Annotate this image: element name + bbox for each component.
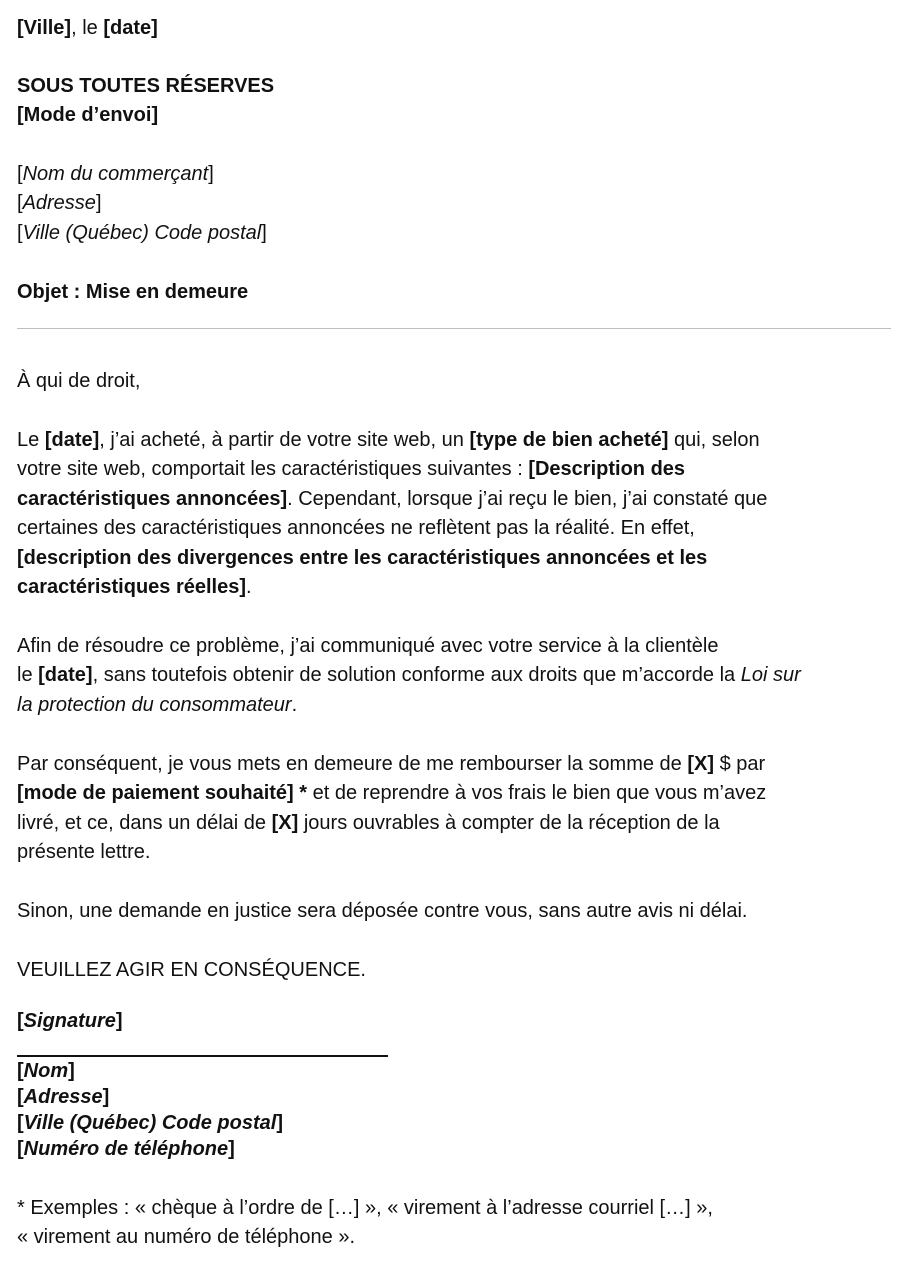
subject-line: Objet : Mise en demeure — [17, 281, 249, 303]
recipient-address: [Adresse] — [17, 192, 102, 214]
recipient-name: [Nom du commerçant] — [17, 163, 214, 185]
footnote-line-2: « virement au numéro de téléphone ». — [17, 1226, 355, 1248]
p1-line-1: Le [date], j’ai acheté, à partir de votre site web, un [type de bien acheté] qui, selon — [17, 429, 760, 451]
p3-line-1: Par conséquent, je vous mets en demeure de me rembourser la somme de [X] $ par — [17, 753, 766, 775]
place-date-line — [17, 14, 158, 44]
date-placeholder: [date] — [103, 17, 158, 39]
signature-name: [Nom] — [17, 1060, 75, 1082]
p1-line-4: certaines des caractéristiques annoncées ne reflètent pas la réalité. En effet, — [17, 517, 695, 539]
p1-line-5: [description des divergences entre les caractéristiques annoncées et les — [17, 547, 708, 569]
signature-phone: [Numéro de téléphone] — [17, 1138, 235, 1160]
signature-address: [Adresse] — [17, 1086, 110, 1108]
p3-line-2: [mode de paiement souhaité] * et de reprendre à vos frais le bien que vous m’avez — [17, 782, 767, 804]
signature-label: [Signature] — [17, 1010, 123, 1032]
paragraph-5: VEUILLEZ AGIR EN CONSÉQUENCE. — [17, 959, 366, 981]
p2-line-2: le [date], sans toutefois obtenir de solution conforme aux droits que m’accorde la Loi sur — [17, 664, 801, 686]
p3-line-4: présente lettre. — [17, 841, 151, 863]
p1-line-2: votre site web, comportait les caractéristiques suivantes : [Description des — [17, 458, 686, 480]
city-placeholder: [Ville] — [17, 17, 72, 39]
date-separator: , le — [71, 17, 104, 39]
signature-line — [17, 1055, 388, 1057]
p3-line-3: livré, et ce, dans un délai de [X] jours ouvrables à compter de la réception de la — [17, 812, 720, 834]
footnote-line-1: * Exemples : « chèque à l’ordre de […] », « virement à l’adresse courriel […] », — [17, 1197, 713, 1219]
p2-line-1: Afin de résoudre ce problème, j’ai communiqué avec votre service à la clientèle — [17, 635, 719, 657]
greeting: À qui de droit, — [17, 370, 141, 392]
send-mode-line: [Mode d’envoi] — [17, 104, 159, 126]
paragraph-4: Sinon, une demande en justice sera déposée contre vous, sans autre avis ni délai. — [17, 900, 748, 922]
recipient-city: [Ville (Québec) Code postal] — [17, 222, 267, 244]
reserve-line: SOUS TOUTES RÉSERVES — [17, 75, 275, 97]
signature-city: [Ville (Québec) Code postal] — [17, 1112, 283, 1134]
section-divider — [17, 328, 891, 329]
p1-line-3: caractéristiques annoncées]. Cependant, lorsque j’ai reçu le bien, j’ai constaté que — [17, 488, 768, 510]
p1-line-6: caractéristiques réelles]. — [17, 576, 252, 598]
p2-line-3: la protection du consommateur. — [17, 694, 298, 716]
